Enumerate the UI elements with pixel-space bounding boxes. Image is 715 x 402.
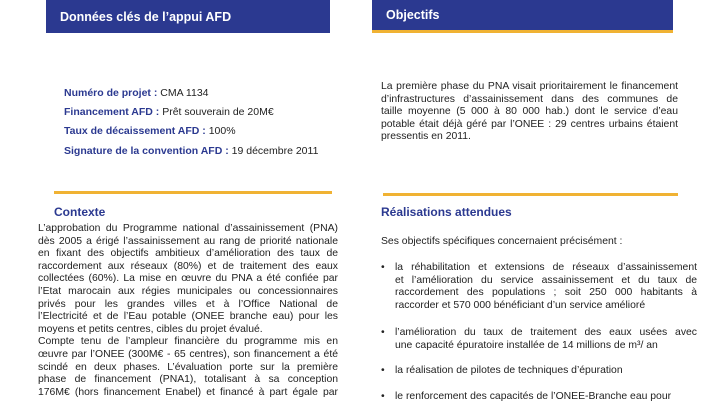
text-line: Compte tenu de l’ampleur financière du programme mis en (38, 336, 338, 348)
key-data-row-disbursement (64, 125, 236, 137)
list-item-text (395, 262, 697, 312)
text-line: pressentis en 2011. (381, 131, 471, 143)
key-data-label: Signature de la convention AFD : (64, 145, 229, 157)
contexte-paragraph (38, 223, 338, 399)
key-data-value: 19 décembre 2011 (231, 145, 319, 157)
objectifs-header (372, 0, 673, 30)
text-line: La première phase du PNA visait prioritairement le financement (381, 81, 678, 92)
section-divider (54, 191, 332, 194)
text-line: œuvre par l’ONEE (300M€ - 65 centres), son financement a été (38, 348, 338, 360)
text-line: raccorder et 570 000 bénéficiant d’un service amélioré (395, 299, 646, 311)
text-line: en fixant des objectifs ambitieux d’amélioration des taux de (38, 248, 338, 260)
bullet-icon: • (381, 391, 385, 402)
list-item-text (395, 327, 697, 352)
realisations-title: Réalisations attendues (381, 205, 512, 219)
list-item (381, 327, 697, 353)
key-data-row-financing (64, 106, 274, 118)
text-line: dès 2005 a érigé l’assainissement au rang de priorité nationale (38, 235, 338, 247)
text-line: collectées (60%). La mise en œuvre du PNA a été confiée par (38, 273, 338, 285)
realisations-intro: Ses objectifs spécifiques concernaient précisément : (381, 236, 623, 247)
text-line: moyens et petits centres, cibles du projet évalué. (38, 323, 263, 335)
text-line: raccordement des populations ; soit 250 000 habitants à (395, 287, 697, 299)
key-data-value: CMA 1134 (160, 87, 209, 99)
text-line: l’Etat marocain aux régies municipales ou concessionnaires (38, 285, 338, 297)
list-item (381, 262, 697, 314)
list-item-text (395, 391, 677, 402)
key-data-value: Prêt souverain de 20M€ (162, 106, 274, 118)
list-item (381, 391, 677, 402)
bullet-icon: • (381, 327, 385, 338)
text-line: potable était déjà géré par l’ONEE : 29 centres urbains étaient (381, 118, 678, 130)
section-divider (383, 193, 678, 196)
text-line: d’infrastructures d’assainissement dans des communes de (381, 93, 678, 105)
text-line: scindé en deux phases. L’évaluation porte sur la première (38, 361, 338, 373)
key-data-title: Données clés de l’appui AFD (60, 9, 232, 24)
text-line: l’amélioration du taux de traitement des eaux usées avec (395, 327, 697, 338)
text-line: raccordement aux réseaux (80%) et de traitement des eaux (38, 260, 338, 272)
objectifs-paragraph (381, 81, 678, 144)
bullet-icon: • (381, 365, 385, 376)
key-data-row-signature (64, 145, 318, 157)
objectifs-underline (372, 30, 673, 33)
key-data-label: Numéro de projet : (64, 87, 158, 99)
text-line: la réalisation de pilotes de techniques d’épuration (395, 365, 623, 376)
text-line: privés pour les grandes villes et à l’Office National de (38, 298, 338, 310)
list-item-text (395, 365, 697, 378)
text-line: une capacité épuratoire installée de 14 millions de m³/ an (395, 339, 658, 351)
key-data-row-project-number (64, 87, 209, 99)
list-item (381, 365, 677, 378)
bullet-icon: • (381, 262, 385, 273)
key-data-label: Financement AFD : (64, 106, 160, 118)
objectifs-title: Objectifs (386, 8, 440, 22)
key-data-header (46, 0, 330, 33)
text-line: le renforcement des capacités de l’ONEE-Branche eau pour (395, 391, 672, 402)
text-line: l’Electricité et de l’Eau potable (ONEE branche eau) pour les (38, 311, 338, 323)
text-line: et l’amélioration du service assainissement et du taux de (395, 274, 697, 286)
key-data-label: Taux de décaissement AFD : (64, 125, 206, 137)
key-data-value: 100% (208, 125, 236, 137)
contexte-title: Contexte (54, 205, 106, 219)
text-line: 176M€ (hors financement Enabel) et financé à part égale par (38, 386, 338, 398)
text-line: la réhabilitation et extensions de réseaux d’assainissement (395, 262, 697, 273)
text-line: phase de financement (PNA1), totalisant à sa conception (38, 374, 338, 386)
text-line: L’approbation du Programme national d’assainissement (PNA) (38, 223, 338, 234)
text-line: taille moyenne (5 000 à 80 000 hab.) dont le service d’eau (381, 106, 678, 118)
